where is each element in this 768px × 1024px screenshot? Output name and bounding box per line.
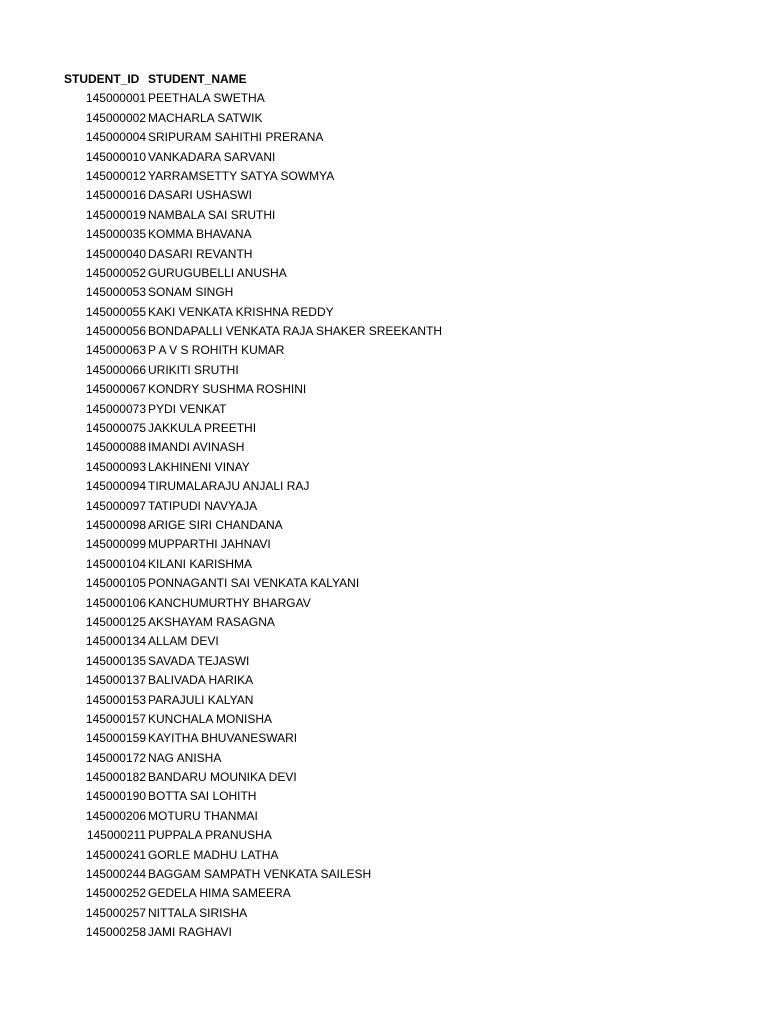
student-id-cell: 145000053 [85, 285, 146, 300]
student-name-cell: YARRAMSETTY SATYA SOWMYA [148, 168, 335, 183]
table-row [64, 245, 442, 264]
table-row [64, 128, 442, 147]
table-body [64, 89, 442, 942]
student-name-cell: BONDAPALLI VENKATA RAJA SHAKER SREEKANTH [148, 324, 443, 339]
student-name-cell: SAVADA TEJASWI [148, 653, 250, 668]
table-row [64, 807, 442, 826]
student-name-cell: KONDRY SUSHMA ROSHINI [148, 382, 307, 397]
table-row [64, 904, 442, 923]
student-name-cell: PUPPALA PRANUSHA [148, 828, 272, 843]
student-id-cell: 145000019 [85, 207, 146, 222]
student-id-cell: 145000105 [85, 576, 146, 591]
student-id-cell: 145000004 [85, 130, 146, 145]
student-id-cell: 145000035 [85, 227, 146, 242]
table-row [64, 632, 442, 651]
table-row [64, 846, 442, 865]
student-id-cell: 145000257 [85, 905, 146, 920]
student-name-cell: GURUGUBELLI ANUSHA [148, 265, 287, 280]
student-id-cell: 145000241 [85, 847, 146, 862]
table-row [64, 884, 442, 903]
student-id-cell: 145000052 [85, 265, 146, 280]
student-id-header: STUDENT_ID [64, 72, 140, 86]
table-row [64, 594, 442, 613]
student-id-cell: 145000067 [85, 382, 146, 397]
table-row [64, 186, 442, 205]
student-name-cell: BAGGAM SAMPATH VENKATA SAILESH [148, 867, 372, 882]
student-name-cell: SRIPURAM SAHITHI PRERANA [148, 130, 324, 145]
student-name-cell: KAYITHA BHUVANESWARI [148, 731, 298, 746]
table-row [64, 361, 442, 380]
student-id-cell: 145000135 [85, 653, 146, 668]
table-row [64, 341, 442, 360]
table-row [64, 419, 442, 438]
student-name-cell: TIRUMALARAJU ANJALI RAJ [148, 479, 310, 494]
student-name-cell: PARAJULI KALYAN [148, 692, 254, 707]
table-row [64, 167, 442, 186]
student-id-cell: 145000002 [85, 110, 146, 125]
table-row [64, 768, 442, 787]
student-name-cell: MACHARLA SATWIK [148, 110, 263, 125]
student-name-cell: PEETHALA SWETHA [148, 91, 265, 106]
table-row [64, 148, 442, 167]
table-row [64, 535, 442, 554]
student-table [64, 70, 442, 943]
student-name-cell: GORLE MADHU LATHA [148, 847, 279, 862]
student-id-cell: 145000099 [85, 537, 146, 552]
student-id-cell: 145000073 [85, 401, 146, 416]
student-id-cell: 145000063 [85, 343, 146, 358]
student-id-cell: 145000252 [85, 886, 146, 901]
student-name-cell: AKSHAYAM RASAGNA [148, 614, 275, 629]
student-name-cell: TATIPUDI NAVYAJA [148, 498, 258, 513]
student-name-cell: IMANDI AVINASH [148, 440, 245, 455]
student-name-cell: PYDI VENKAT [148, 401, 227, 416]
table-row [64, 89, 442, 108]
student-id-cell: 145000244 [85, 867, 146, 882]
student-name-cell: KANCHUMURTHY BHARGAV [148, 595, 311, 610]
student-name-header: STUDENT_NAME [148, 72, 247, 86]
table-row [64, 477, 442, 496]
student-name-cell: NAMBALA SAI SRUTHI [148, 207, 276, 222]
student-id-cell: 145000001 [85, 91, 146, 106]
student-name-cell: ARIGE SIRI CHANDANA [148, 517, 283, 532]
table-row [64, 322, 442, 341]
table-row [64, 303, 442, 322]
table-row [64, 671, 442, 690]
student-name-cell: KOMMA BHAVANA [148, 227, 252, 242]
student-id-cell: 145000206 [85, 808, 146, 823]
student-id-cell: 145000040 [85, 246, 146, 261]
student-id-cell: 145000211 [86, 828, 146, 843]
student-id-cell: 145000182 [85, 770, 146, 785]
student-name-cell: NITTALA SIRISHA [148, 905, 248, 920]
student-id-cell: 145000125 [85, 614, 146, 629]
student-id-cell: 145000066 [85, 362, 146, 377]
table-row [64, 206, 442, 225]
student-name-cell: BOTTA SAI LOHITH [148, 789, 257, 804]
table-row [64, 225, 442, 244]
table-row [64, 283, 442, 302]
table-row [64, 574, 442, 593]
student-id-cell: 145000075 [85, 421, 146, 436]
student-name-cell: URIKITI SRUTHI [148, 362, 239, 377]
student-id-cell: 145000097 [85, 498, 146, 513]
student-id-cell: 145000098 [85, 517, 146, 532]
table-row [64, 710, 442, 729]
table-row [64, 613, 442, 632]
student-name-cell: BALIVADA HARIKA [148, 673, 254, 688]
student-name-cell: MUPPARTHI JAHNAVI [148, 537, 271, 552]
student-id-cell: 145000088 [85, 440, 146, 455]
table-row [64, 652, 442, 671]
table-row [64, 555, 442, 574]
student-name-cell: JAKKULA PREETHI [148, 421, 257, 436]
table-row [64, 749, 442, 768]
table-row [64, 516, 442, 535]
student-id-cell: 145000106 [85, 595, 146, 610]
table-row [64, 923, 442, 942]
student-id-cell: 145000137 [85, 673, 146, 688]
student-id-cell: 145000012 [85, 168, 146, 183]
student-id-cell: 145000153 [85, 692, 146, 707]
table-row [64, 826, 442, 845]
student-id-cell: 145000055 [85, 304, 146, 319]
student-name-cell: P A V S ROHITH KUMAR [148, 343, 285, 358]
table-row [64, 458, 442, 477]
table-header [64, 70, 442, 89]
student-name-cell: JAMI RAGHAVI [148, 925, 232, 940]
student-id-cell: 145000190 [85, 789, 146, 804]
table-row [64, 400, 442, 419]
student-id-cell: 145000056 [85, 324, 146, 339]
table-row [64, 787, 442, 806]
table-row [64, 380, 442, 399]
table-row [64, 264, 442, 283]
student-id-cell: 145000258 [85, 925, 146, 940]
student-id-cell: 145000134 [85, 634, 146, 649]
student-id-cell: 145000016 [85, 188, 146, 203]
student-id-cell: 145000010 [85, 149, 146, 164]
student-name-cell: KUNCHALA MONISHA [148, 711, 273, 726]
student-name-cell: DASARI REVANTH [148, 246, 253, 261]
student-name-cell: GEDELA HIMA SAMEERA [148, 886, 291, 901]
table-row [64, 497, 442, 516]
student-id-cell: 145000093 [85, 459, 146, 474]
student-name-cell: VANKADARA SARVANI [148, 149, 276, 164]
table-row [64, 438, 442, 457]
student-name-cell: BANDARU MOUNIKA DEVI [148, 770, 297, 785]
table-row [64, 109, 442, 128]
student-id-cell: 145000094 [85, 479, 146, 494]
student-name-cell: ALLAM DEVI [148, 634, 219, 649]
student-name-cell: NAG ANISHA [148, 750, 222, 765]
student-name-cell: KILANI KARISHMA [148, 556, 253, 571]
student-name-cell: KAKI VENKATA KRISHNA REDDY [148, 304, 334, 319]
student-name-cell: SONAM SINGH [148, 285, 234, 300]
table-row [64, 729, 442, 748]
student-id-cell: 145000104 [85, 556, 146, 571]
student-id-cell: 145000159 [85, 731, 146, 746]
student-name-cell: PONNAGANTI SAI VENKATA KALYANI [148, 576, 360, 591]
student-id-cell: 145000172 [85, 750, 146, 765]
student-id-cell: 145000157 [85, 711, 146, 726]
student-name-cell: MOTURU THANMAI [148, 808, 258, 823]
student-name-cell: DASARI USHASWI [148, 188, 253, 203]
student-name-cell: LAKHINENI VINAY [148, 459, 250, 474]
table-row [64, 865, 442, 884]
table-row [64, 691, 442, 710]
